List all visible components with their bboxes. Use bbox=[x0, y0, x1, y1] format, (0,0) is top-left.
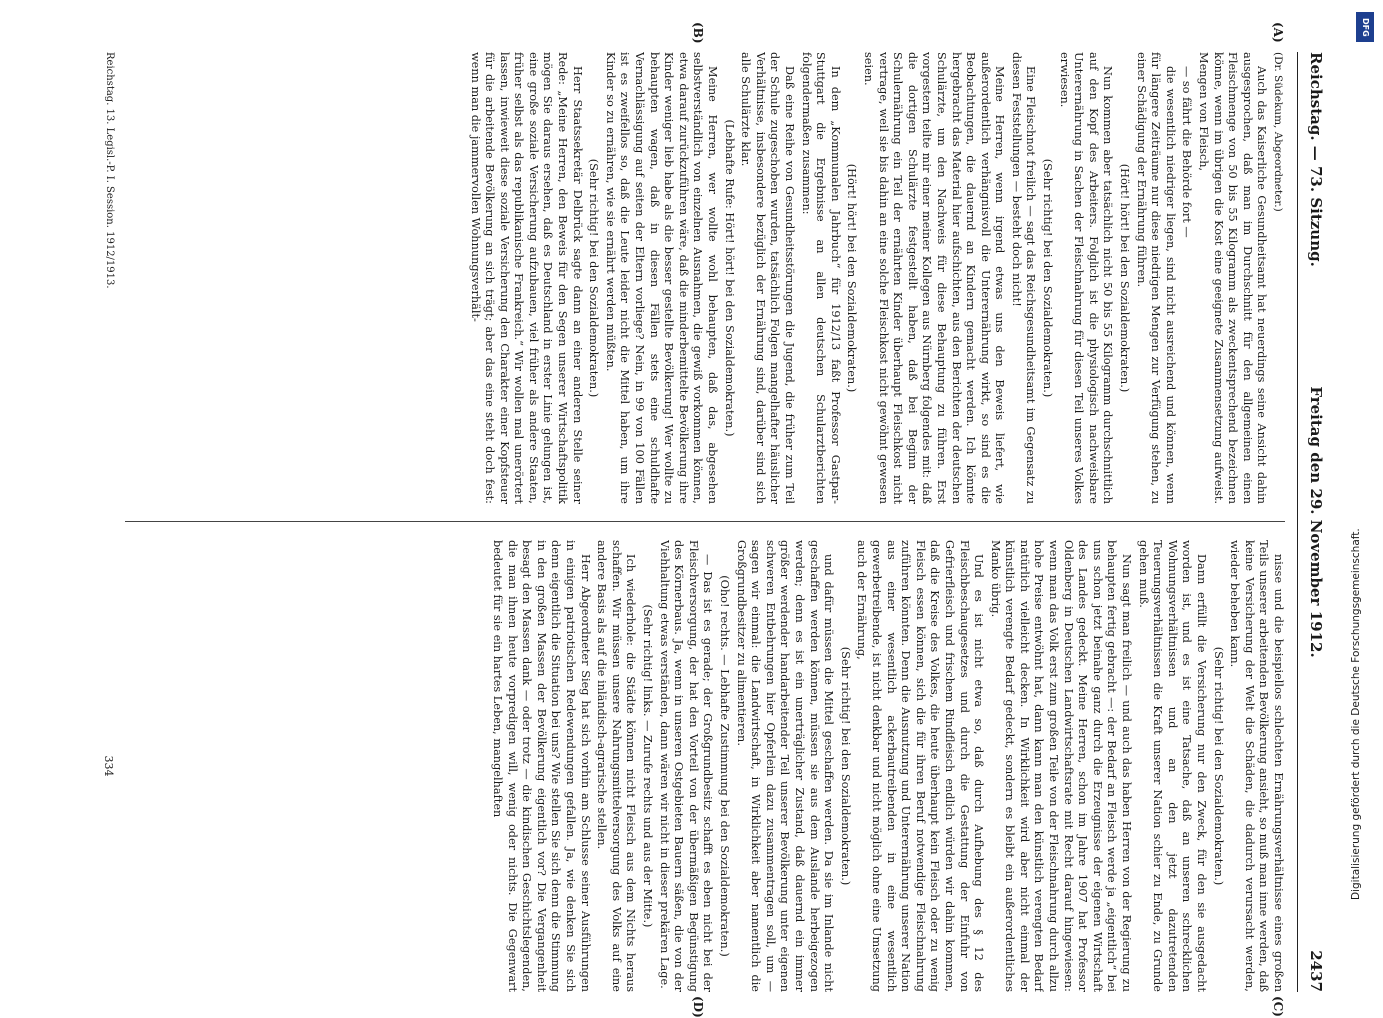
paragraph: Nun kommen aber tatsächlich nicht 50 bis 55 Kilogramm durchschnittlich auf den Kopf des Arbeiters. Folglich ist die physiologisch nachweisbare Unterernährung in Sachen der Fleischnahrung für diesen Teil unseres Volkes erwiesen. bbox=[1057, 52, 1115, 504]
interjection: (Oho! rechts. — Lebhafte Zustimmung bei den Sozialdemokraten.) bbox=[718, 575, 732, 957]
header-page-number: 2437 bbox=[1307, 950, 1325, 992]
page-header bbox=[1301, 52, 1325, 992]
interjection: (Sehr richtig! bei den Sozialdemokraten.) bbox=[587, 158, 601, 398]
digitization-credit bbox=[1350, 40, 1378, 960]
paragraph: Und es ist nicht etwa so, daß durch Aufhebung des § 12 des Fleischbeschaugesetzes und durch die Gestattung der Einfuhr von Gefrierfleisch und frischem Rindfleisch endlich würden wir dahin kommen, daß die Kreise des Volkes, die heute überhaupt kein Fleisch oder zu wenig Fleisch essen können, sich die für ihren Beruf notwendige Fleischnahrung zuführen könnten. Denn die Ausnutzung und Unterernährung unserer Nation aus einer wesentlich ackerbautreibenden in eine wesentlich gewerbetreibende, ist nicht denkbar und nicht möglich ohne eine Umsetzung auch der Ernährung, bbox=[855, 540, 986, 992]
header-date: Freitag den 29. November 1912. bbox=[1307, 386, 1325, 658]
paragraph: Eine Fleischnot freilich — sagt das Reichsgesundheitsamt im Gegensatz zu diesen Feststellungen — besteht doch nicht! bbox=[1009, 52, 1038, 504]
column-divider bbox=[125, 521, 1285, 522]
margin-mark-d: (D) bbox=[691, 996, 705, 1018]
paragraph: Herr Staatssekretär Delbrück sagte dann an einer anderen Stelle seiner Rede: „Meine Herren, den Beweis für den Segen unserer Wirtschaftspolitik mögen Sie daraus ersehen, daß es Deutschland in erster Linie gelungen ist, eine große soziale Versicherung aufzubauen, viel früher als andere Staaten, früher selbst als das republikanische Frankreich.“ Wir wollen mal unerörtert lassen, inwieweit diese soziale Versicherung den Charakter einer Kopfsteuer für die arbeitende Bevölkerung an sich trägt; aber das eine steht doch fest: wenn man die jammervollen Wohnungsverhält- bbox=[468, 52, 584, 504]
speaker-note: (Dr. Südekum, Abgeordneter.) bbox=[1272, 52, 1284, 212]
paragraph: Nun sagt man freilich — und auch das haben Herren von der Regierung zu behaupten fertig gebracht —: der Bedarf an Fleisch werde ja „eigentlich“ bei uns schon jetzt beinahe ganz durch die Erzeugnisse der eigenen Wirtschaft des Landes gedeckt. Meine Herren, schon im Jahre 1907 hat Professor Oldenberg in Deutschen Landwirtschaftsrate mit Recht darauf hingewiesen: wenn man das Volk erst zum großen Teile von der Fleischnahrung durch allzu hohe Preise entwöhnt hat, dann kann man den künstlich verengten Bedarf natürlich vielleicht decken. In Wirklichkeit wird aber nicht einmal der künstlich verengte Bedarf gedeckt, sondern es bleibt ein außerordentliches Manko übrig. bbox=[988, 540, 1134, 992]
paragraph: Herr Abgeordneter Sieg hat sich vorhin am Schlusse seiner Ausführungen in einigen patriotischen Redewendungen gefallen. Ja, wie denken Sie sich denn eigentlich die Situation bei uns? Wie stellen Sie sich denn die Stimmung in den großen Massen der Bevölkerung eigentlich vor? Die Vergangenheit besagt den Massen dank — oder trotz — die kindischen Geschichtslegenden, die man ihnen heute vorpredigen will, wenig oder nichts. Die Gegenwart bedeutet für sie ein hartes Leben, mangelhaften bbox=[491, 540, 592, 992]
paragraph: — Das ist es gerade; der Großgrundbesitz schafft es eben nicht bei der Fleischversorgung, der hat den Vorteil von der übermäßigen Begünstigung des Körnerbaus. Ja, wenn in unseren Ostgebieten Bauern säßen, die von der Viehhaltung etwas verständen, dann wären wir nicht in dieser prekären Lage. bbox=[657, 540, 715, 992]
paragraph: und dafür müssen die Mittel geschaffen werden. Da sie im Inlande nicht geschaffen werden können, müssen sie aus dem Auslande herbeigezogen werden; denn es ist ein unerträglicher Zustand, daß dauernd ein immer größer werdender handarbeitender Teil unserer Bevölkerung unter eigenen schweren Entbehrungen hier Opferlein dazu zusammentragen soll, um — sagen wir einmal: die Landwirtschaft, in Wirklichkeit aber namentlich die Großgrundbesitzer zu alimentieren. bbox=[734, 540, 836, 992]
paragraph: Daß eine Reihe von Gesundheitsstörungen die Jugend, die früher zum Teil der Schule zugeschoben wurden, tatsächlich Folgen mangelhafter häuslicher Verhältnisse, insbesondere bezüglich der Ernährung sind, darüber sind sich alle Schulärzte klar. bbox=[739, 52, 796, 504]
rotated-page bbox=[75, 22, 1325, 1018]
paragraph: nisse und die beispiellos schlechten Ernährungsverhältnisse eines großen Teils unserer arbeitenden Bevölkerung ansieht, so muß man inne werden, daß keine Versicherung der Welt die Schäden, die dadurch verursacht werden, wieder beheben kann. bbox=[1228, 540, 1285, 992]
folio-number: 334 bbox=[102, 755, 115, 777]
paragraph: die wesentlich niedriger liegen, sind nicht ausreichend und können, wenn für längere Zeiträume nur diese niedrigen Mengen zur Verfügung stehen, zu einer Schädigung der Ernährung führen. bbox=[1134, 52, 1177, 504]
interjection: (Sehr richtig! bei den Sozialdemokraten.) bbox=[1211, 646, 1225, 886]
interjection: (Sehr richtig! links. — Zurufe rechts und aus der Mitte.) bbox=[641, 604, 655, 928]
interjection: (Sehr richtig! bei den Sozialdemokraten.) bbox=[838, 646, 852, 886]
margin-mark-c: (C) bbox=[1271, 996, 1285, 1017]
dfg-logo: DFG bbox=[1356, 12, 1374, 42]
credit-text: Digitalisierung gefördert durch die Deutsche Forschungsgemeinschaft. bbox=[1350, 528, 1362, 900]
margin-mark-a: (A) bbox=[1271, 22, 1285, 43]
header-rule bbox=[1297, 52, 1298, 992]
paragraph: Auch das Kaiserliche Gesundheitsamt hat neuerdings seine Ansicht dahin ausgesprochen, daß man im Durchschnitt für den allgemeinen einen Fleischmenge von 50 bis 55 Kilogramm als zweckentsprechend bezeichnen könne, wenn im übrigen die Kost eine geeignete Zusammensetzung aufweist. Mengen von Fleisch, bbox=[1197, 52, 1269, 504]
paragraph: In dem „Kommunalen Jahrbuch“ für 1912/13 faßt Professor Gastpar-Stuttgart die Ergebnisse an allen deutschen Schularztberichten folgendermaßen zusammen: bbox=[799, 52, 842, 504]
interjection: (Hört! hört! bei den Sozialdemokraten.) bbox=[1118, 163, 1132, 393]
interjection: (Sehr richtig! bei den Sozialdemokraten.) bbox=[1041, 158, 1055, 398]
interjection: (Lebhafte Rufe: Hört! hört! bei den Sozialdemokraten.) bbox=[722, 119, 736, 437]
interjection: (Hört! hört! bei den Sozialdemokraten.) bbox=[845, 163, 859, 393]
paragraph: — so fährt die Behörde fort — bbox=[1180, 66, 1194, 238]
paragraph: Ich wiederhole: die Städte können nicht Fleisch aus dem Nichts heraus schaffen. Wir müssen unsere Nahrungsmittelversorgung des Volks auf eine andere Basis als auf die inländisch-agrarische stellen. bbox=[595, 540, 638, 992]
page-footer: Reichstag. 13. Legisl.-P. I. Session. 1912/1913. bbox=[104, 52, 115, 289]
margin-mark-b: (B) bbox=[691, 22, 705, 44]
paragraph: Meine Herren, wenn irgend etwas uns den Beweis liefert, wie außerordentlich verhängnisvoll die Unterernährung wirkt, so sind es die Beobachtungen, die dauernd an Kindern gemacht werden. Ich könnte hergebracht das Material hier aufschichten, aus den Berichten der deutschen Schulärzte, um den Nachweis für diese Behauptung zu führen. Erst vorgestern teilte mir einer meiner Kollegen aus Nürnberg folgendes mit: daß die dortigen Schulärzte festgestellt haben, daß bei Beginn der Schulernährung ein Teil der ernährten Kinder überhaupt Fleischkost nicht vertrage, weil sie bis dahin an eine solche Fleischkost nicht gewöhnt gewesen seien. bbox=[861, 52, 1007, 504]
right-column bbox=[125, 540, 1285, 992]
paragraph: Meine Herren, wer wollte wohl behaupten, daß das, abgesehen selbstverständlich von einzelnen Ausnahmen, die gewiß vorkommen können, etwa darauf zurückzuführen wäre, daß die minderbemittelte Bevölkerung ihre Kinder weniger lieb habe als die besser gestellte Bevölkerung! Wer wollte zu behaupten wagen, daß in diesen Fällen stets eine schuldhafte Vernachlässigung auf seiten der Eltern vorliege? Nein, in 99 von 100 Fällen ist es zweifellos so, daß die Leute leider nicht die Mittel haben, um ihre Kinder so zu ernähren, wie sie ernährt werden müßten. bbox=[603, 52, 720, 504]
paragraph: Dann erfüllt die Versicherung nur den Zweck, für den sie ausgedacht worden ist, und es ist eine Tatsache, daß an unseren schrecklichen Wohnungsverhältnissen und an den jetzt dazutretenden Teuerungsverhältnissen die Kraft unserer Nation schier zu Ende, zu Grunde gehen muß. bbox=[1136, 540, 1209, 992]
left-column bbox=[125, 52, 1285, 504]
header-left: Reichstag. — 73. Sitzung. bbox=[1307, 52, 1325, 267]
